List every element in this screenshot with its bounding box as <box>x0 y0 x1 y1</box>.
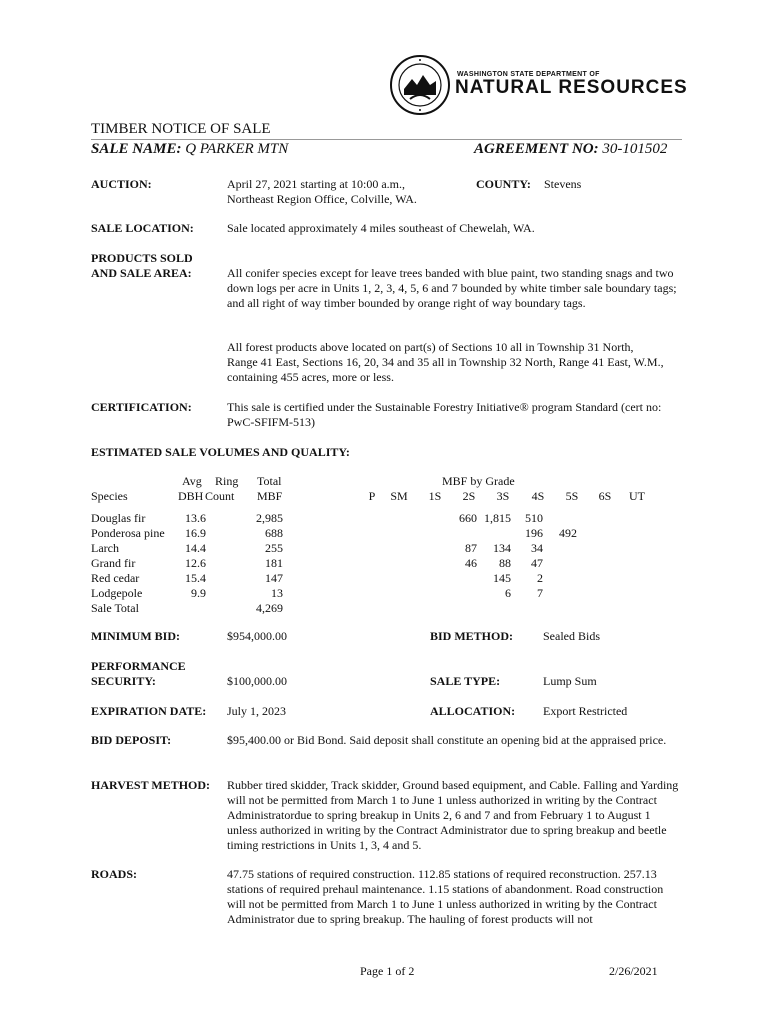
row-dbh: 12.6 <box>185 556 206 570</box>
row-grade-3s: 134 <box>493 541 511 555</box>
row-total: 147 <box>265 571 283 585</box>
bid-deposit-value: $95,400.00 or Bid Bond. Said deposit shall constitute an opening bid at the appraised price. <box>227 733 667 747</box>
row-dbh: 15.4 <box>185 571 206 585</box>
page-number: Page 1 of 2 <box>360 964 415 978</box>
row-grade-2s: 87 <box>465 541 477 555</box>
row-species: Ponderosa pine <box>91 526 165 540</box>
col-head-mbf-by-grade: MBF by Grade <box>442 474 515 488</box>
row-dbh: 16.9 <box>185 526 206 540</box>
products-paragraph-2: All forest products above located on part(s) of Sections 10 all in Township 31 North, Range 41 East, Sections 16, 20, 34 and 35 all in Township 32 North, Range 41 East, W.M., containing 455 acres, more or less. <box>227 340 664 384</box>
agreement-value: 30-101502 <box>602 141 668 157</box>
row-grade-3s: 6 <box>505 586 511 600</box>
auction-line2: Northeast Region Office, Colville, WA. <box>227 192 417 206</box>
row-dbh: 14.4 <box>185 541 206 555</box>
products-label-line1: PRODUCTS SOLD <box>91 251 193 265</box>
grade-head-1s: 1S <box>428 489 442 503</box>
col-head-dbh: DBH <box>178 489 204 503</box>
washington-state-seal-icon <box>390 55 450 115</box>
row-grade-5s: 492 <box>559 526 577 540</box>
row-grade-4s: 34 <box>531 541 543 555</box>
footer-date: 2/26/2021 <box>609 964 658 978</box>
row-total: 688 <box>265 526 283 540</box>
col-head-total: Total <box>257 474 282 488</box>
expiration-label: EXPIRATION DATE: <box>91 704 207 718</box>
row-grade-3s: 1,815 <box>484 511 511 525</box>
auction-line1: April 27, 2021 starting at 10:00 a.m., <box>227 177 405 191</box>
row-grade-2s: 46 <box>465 556 477 570</box>
min-bid-value: $954,000.00 <box>227 629 287 643</box>
agreement-number <box>474 141 667 158</box>
grade-head-ut: UT <box>629 489 645 503</box>
sale-type-label: SALE TYPE: <box>430 674 501 688</box>
sale-type-value: Lump Sum <box>543 674 597 688</box>
grade-head-sm: SM <box>390 489 408 503</box>
bid-deposit-label: BID DEPOSIT: <box>91 733 172 747</box>
grade-head-5s: 5S <box>565 489 579 503</box>
sale-name-value: Q PARKER MTN <box>185 141 289 157</box>
performance-value: $100,000.00 <box>227 674 287 688</box>
row-grade-3s: 88 <box>499 556 511 570</box>
grade-head-2s: 2S <box>462 489 476 503</box>
agreement-label: AGREEMENT NO: <box>474 141 599 157</box>
performance-label-line1: PERFORMANCE <box>91 659 186 673</box>
performance-label-line2: SECURITY: <box>91 674 156 688</box>
col-head-avg: Avg <box>182 474 202 488</box>
grade-head-6s: 6S <box>598 489 612 503</box>
row-total: 2,985 <box>256 511 283 525</box>
products-paragraph-1: All conifer species except for leave trees banded with blue paint, two standing snags and two down logs per acre in Units 1, 2, 3, 4, 5, 6 and 7 bounded by white timber sale boundary tags; and all right of way timber bounded by orange right of way boundary tags. <box>227 266 677 310</box>
harvest-method-label: HARVEST METHOD: <box>91 778 211 792</box>
expiration-value: July 1, 2023 <box>227 704 287 718</box>
col-head-ring: Ring <box>215 474 239 488</box>
grade-head-3s: 3S <box>496 489 510 503</box>
row-total: 255 <box>265 541 283 555</box>
sale-name-label: SALE NAME: <box>91 141 182 157</box>
row-grade-4s: 7 <box>537 586 543 600</box>
roads-value: 47.75 stations of required construction. 112.85 stations of required reconstruction. 257.13 stations of required prehaul maintenance. 1.15 stations of abandonment. Road construction will not be permitted from March 1 to June 1 unless authorized in writing by the Contract Administrator due to spring breakup. The hauling of forest products will not <box>227 867 664 926</box>
row-grade-2s: 660 <box>459 511 477 525</box>
row-species: Douglas fir <box>91 511 146 525</box>
col-head-count: Count <box>205 489 235 503</box>
row-dbh: 13.6 <box>185 511 206 525</box>
col-head-mbf: MBF <box>257 489 283 503</box>
row-total: 13 <box>271 586 283 600</box>
min-bid-label: MINIMUM BID: <box>91 629 180 643</box>
bid-method-value: Sealed Bids <box>543 629 600 643</box>
volumes-heading: ESTIMATED SALE VOLUMES AND QUALITY: <box>91 445 350 459</box>
harvest-method-value: Rubber tired skidder, Track skidder, Ground based equipment, and Cable. Falling and Yarding will not be permitted from March 1 to June 1 unless authorized in writing by the Contract Administratordue to spring breakup in Units 2, 6 and 7 and from February 1 to August 1 unless authorized in writing by the Contract Administrator due to spring breakup and beetle timing restrictions in Units 1, 3, 4 and 5. <box>227 778 679 852</box>
products-label-line2: AND SALE AREA: <box>91 266 192 280</box>
row-grade-4s: 2 <box>537 571 543 585</box>
row-grade-4s: 196 <box>525 526 543 540</box>
auction-label: AUCTION: <box>91 177 152 191</box>
county-value: Stevens <box>544 177 582 191</box>
sale-name <box>91 141 288 158</box>
row-total: 4,269 <box>256 601 283 615</box>
allocation-label: ALLOCATION: <box>430 704 516 718</box>
allocation-value: Export Restricted <box>543 704 628 718</box>
row-dbh: 9.9 <box>191 586 206 600</box>
title-rule <box>91 139 682 140</box>
grade-head-4s: 4S <box>531 489 545 503</box>
county-label: COUNTY: <box>476 177 531 191</box>
row-grade-4s: 510 <box>525 511 543 525</box>
sale-location-value: Sale located approximately 4 miles southeast of Chewelah, WA. <box>227 221 535 235</box>
row-species: Lodgepole <box>91 586 143 600</box>
row-species: Red cedar <box>91 571 140 585</box>
agency-logo <box>390 55 688 115</box>
row-grade-3s: 145 <box>493 571 511 585</box>
row-species: Sale Total <box>91 601 139 615</box>
certification-label: CERTIFICATION: <box>91 400 192 414</box>
agency-line2: NATURAL RESOURCES <box>455 77 688 98</box>
row-species: Grand fir <box>91 556 136 570</box>
row-species: Larch <box>91 541 119 555</box>
roads-label: ROADS: <box>91 867 138 881</box>
row-total: 181 <box>265 556 283 570</box>
document-title: TIMBER NOTICE OF SALE <box>91 121 271 137</box>
grade-head-p: P <box>368 489 376 503</box>
col-head-species: Species <box>91 489 128 503</box>
row-grade-4s: 47 <box>531 556 543 570</box>
bid-method-label: BID METHOD: <box>430 629 514 643</box>
sale-location-label: SALE LOCATION: <box>91 221 194 235</box>
certification-value: This sale is certified under the Sustainable Forestry Initiative® program Standard (cert no: PwC-SFIFM-513) <box>227 400 662 429</box>
agency-line1: WASHINGTON STATE DEPARTMENT OF <box>457 71 600 78</box>
